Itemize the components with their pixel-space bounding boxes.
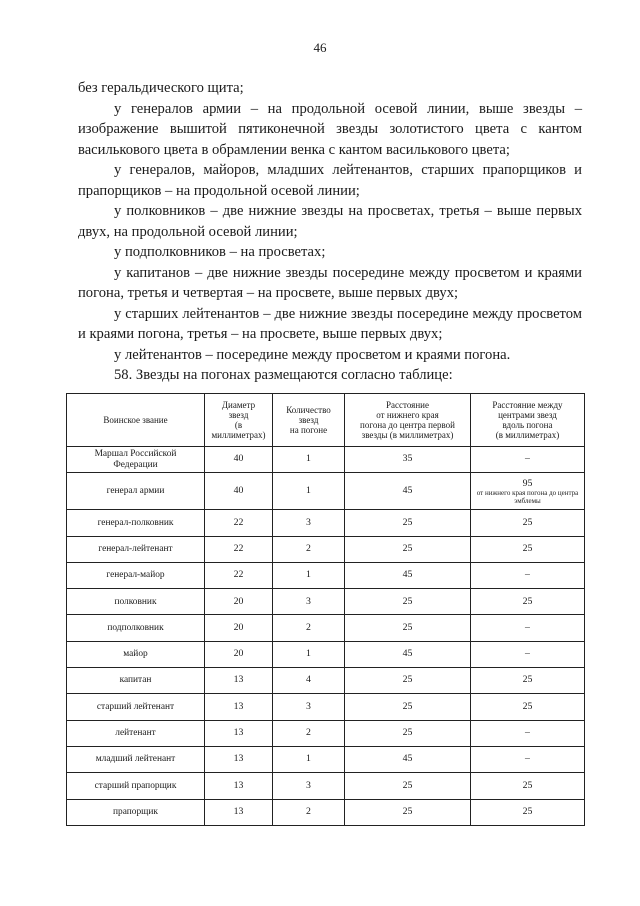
- cell-count: 4: [273, 668, 345, 694]
- cell-rank: генерал-майор: [67, 562, 205, 588]
- table-row: [67, 773, 585, 799]
- cell-rank: полковник: [67, 589, 205, 615]
- cell-edge: 25: [345, 510, 471, 536]
- stars-placement-table: [66, 393, 585, 826]
- cell-diameter: 22: [205, 536, 273, 562]
- cell-between: 25: [471, 668, 585, 694]
- cell-edge: 45: [345, 562, 471, 588]
- table-row: [67, 536, 585, 562]
- cell-edge: 25: [345, 773, 471, 799]
- cell-between: –: [471, 746, 585, 772]
- cell-between: 25: [471, 589, 585, 615]
- table-row: [67, 799, 585, 825]
- cell-diameter: 13: [205, 773, 273, 799]
- cell-between: –: [471, 562, 585, 588]
- document-body: [78, 78, 582, 386]
- header-count: Количество звезд на погоне: [273, 394, 345, 447]
- cell-diameter: 13: [205, 746, 273, 772]
- cell-edge: 45: [345, 641, 471, 667]
- cell-diameter: 40: [205, 447, 273, 473]
- cell-rank: генерал армии: [67, 473, 205, 510]
- cell-edge: 45: [345, 473, 471, 510]
- paragraph-3: у полковников – две нижние звезды на просветах, третья – выше первых двух, на продольной осевой линии;: [78, 203, 582, 240]
- cell-diameter: 20: [205, 641, 273, 667]
- cell-count: 2: [273, 720, 345, 746]
- cell-count: 3: [273, 510, 345, 536]
- cell-edge: 25: [345, 720, 471, 746]
- cell-diameter: 13: [205, 668, 273, 694]
- table-header-row: [67, 394, 585, 447]
- cell-between: –: [471, 641, 585, 667]
- table-row: [67, 473, 585, 510]
- table-row: [67, 510, 585, 536]
- cell-count: 1: [273, 746, 345, 772]
- table-row: [67, 589, 585, 615]
- header-diameter: Диаметр звезд (в миллиметрах): [205, 394, 273, 447]
- cell-diameter: 13: [205, 694, 273, 720]
- table-row: [67, 615, 585, 641]
- cell-count: 3: [273, 694, 345, 720]
- cell-between: 25: [471, 536, 585, 562]
- cell-rank: генерал-лейтенант: [67, 536, 205, 562]
- between-note: от нижнего края погона до центра эмблемы: [476, 488, 579, 505]
- paragraph-2: у генералов, майоров, младших лейтенантов, старших прапорщиков и прапорщиков – на продольной осевой линии;: [78, 162, 582, 199]
- cell-between: 25: [471, 510, 585, 536]
- cell-count: 2: [273, 536, 345, 562]
- cell-diameter: 22: [205, 510, 273, 536]
- paragraph-4: у подполковников – на просветах;: [114, 244, 326, 260]
- cell-diameter: 13: [205, 799, 273, 825]
- cell-between: 25: [471, 773, 585, 799]
- cell-between: –: [471, 447, 585, 473]
- cell-rank: прапорщик: [67, 799, 205, 825]
- cell-between: –: [471, 615, 585, 641]
- cell-count: 1: [273, 473, 345, 510]
- cell-edge: 25: [345, 615, 471, 641]
- cell-rank: старший прапорщик: [67, 773, 205, 799]
- cell-count: 1: [273, 562, 345, 588]
- table-row: [67, 562, 585, 588]
- cell-rank: Маршал Российской Федерации: [67, 447, 205, 473]
- cell-count: 1: [273, 447, 345, 473]
- cell-count: 1: [273, 641, 345, 667]
- cell-diameter: 20: [205, 615, 273, 641]
- cell-count: 2: [273, 615, 345, 641]
- cell-between: –: [471, 720, 585, 746]
- cell-rank: старший лейтенант: [67, 694, 205, 720]
- table-row: [67, 720, 585, 746]
- between-value: 95: [522, 477, 533, 489]
- cell-edge: 25: [345, 694, 471, 720]
- header-rank: Воинское звание: [67, 394, 205, 447]
- cell-rank: подполковник: [67, 615, 205, 641]
- cell-between: 25: [471, 799, 585, 825]
- cell-between: 25: [471, 694, 585, 720]
- cell-edge: 35: [345, 447, 471, 473]
- cell-rank: майор: [67, 641, 205, 667]
- paragraph-7: у лейтенантов – посередине между просветом и краями погона.: [114, 346, 511, 363]
- table-row: [67, 694, 585, 720]
- cell-diameter: 40: [205, 473, 273, 510]
- table-row: [67, 447, 585, 473]
- page-number: 46: [313, 40, 327, 55]
- cell-edge: 25: [345, 536, 471, 562]
- cell-diameter: 22: [205, 562, 273, 588]
- cell-rank: капитан: [67, 668, 205, 694]
- cell-diameter: 13: [205, 720, 273, 746]
- paragraph-6: у старших лейтенантов – две нижние звезды посередине между просветом и краями погона, третья – на просвете, выше первых двух;: [78, 305, 582, 342]
- header-distance-between: Расстояние между центрами звезд вдоль погона (в миллиметрах): [471, 394, 585, 447]
- cell-count: 3: [273, 589, 345, 615]
- cell-edge: 25: [345, 799, 471, 825]
- cell-rank: младший лейтенант: [67, 746, 205, 772]
- header-distance-edge: Расстояние от нижнего края погона до центра первой звезды (в миллиметрах): [345, 394, 471, 447]
- cell-edge: 25: [345, 668, 471, 694]
- paragraph-1: у генералов армии – на продольной осевой линии, выше звезды – изображение вышитой пятиконечной звезды золотистого цвета с кантом василькового цвета в обрамлении венка с кантом василькового цвета;: [78, 100, 582, 158]
- cell-rank: лейтенант: [67, 720, 205, 746]
- table-row: [67, 641, 585, 667]
- paragraph-58: 58. Звезды на погонах размещаются согласно таблице:: [114, 367, 453, 383]
- table-row: [67, 668, 585, 694]
- table-row: [67, 746, 585, 772]
- cell-edge: 25: [345, 589, 471, 615]
- paragraph-5: у капитанов – две нижние звезды посередине между просветом и краями погона, третья и четвертая – на просвете, выше первых двух;: [78, 264, 582, 301]
- cell-rank: генерал-полковник: [67, 510, 205, 536]
- cell-count: 2: [273, 799, 345, 825]
- paragraph-0: без геральдического щита;: [78, 80, 244, 96]
- cell-count: 3: [273, 773, 345, 799]
- cell-edge: 45: [345, 746, 471, 772]
- cell-diameter: 20: [205, 589, 273, 615]
- cell-between: [471, 473, 585, 510]
